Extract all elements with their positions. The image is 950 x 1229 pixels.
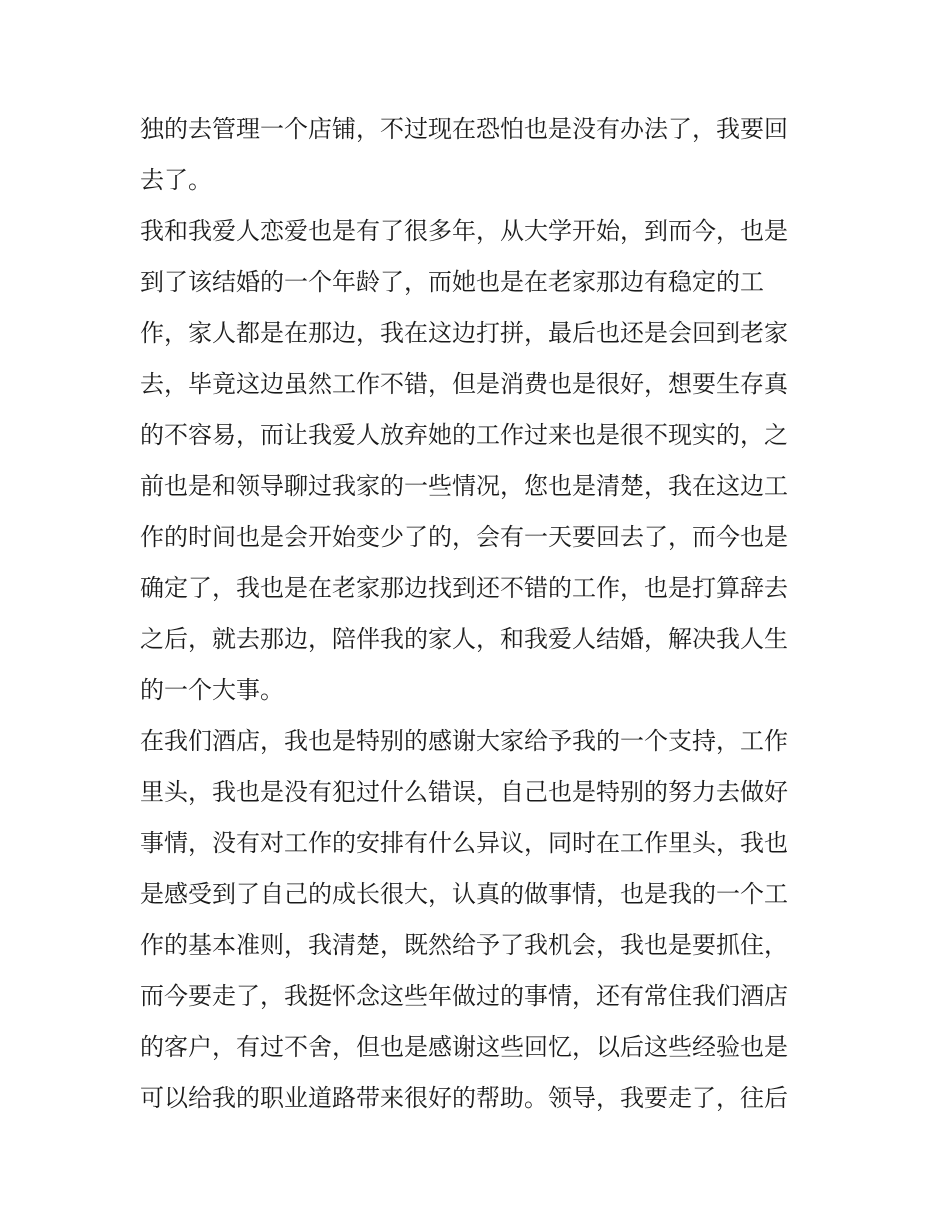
text-line: 事情，没有对工作的安排有什么异议，同时在工作里头，我也 [140,829,788,857]
text-line: 作，家人都是在那边，我在这边打拼，最后也还是会回到老家 [140,319,788,347]
text-line: 的一个大事。 [140,676,284,704]
body-text [140,104,820,1124]
text-line: 我和我爱人恋爱也是有了很多年，从大学开始，到而今，也是 [140,217,788,245]
text-line: 独的去管理一个店铺，不过现在恐怕也是没有办法了，我要回 [140,115,788,143]
text-line: 是感受到了自己的成长很大，认真的做事情，也是我的一个工 [140,880,788,908]
text-line: 可以给我的职业道路带来很好的帮助。领导，我要走了，往后 [140,1084,788,1112]
text-line: 的客户，有过不舍，但也是感谢这些回忆，以后这些经验也是 [140,1033,788,1061]
text-line: 里头，我也是没有犯过什么错误，自己也是特别的努力去做好 [140,778,788,806]
text-line: 在我们酒店，我也是特别的感谢大家给予我的一个支持，工作 [140,727,788,755]
text-line: 确定了，我也是在老家那边找到还不错的工作，也是打算辞去 [140,574,788,602]
text-line: 到了该结婚的一个年龄了，而她也是在老家那边有稳定的工 [140,268,764,296]
text-line: 作的基本准则，我清楚，既然给予了我机会，我也是要抓住， [140,931,788,959]
text-line: 作的时间也是会开始变少了的，会有一天要回去了，而今也是 [140,523,788,551]
text-line: 之后，就去那边，陪伴我的家人，和我爱人结婚，解决我人生 [140,625,788,653]
text-line: 前也是和领导聊过我家的一些情况，您也是清楚，我在这边工 [140,472,788,500]
text-line: 去了。 [140,166,212,194]
text-line: 而今要走了，我挺怀念这些年做过的事情，还有常住我们酒店 [140,982,788,1010]
text-line: 的不容易，而让我爱人放弃她的工作过来也是很不现实的，之 [140,421,788,449]
text-line: 去，毕竟这边虽然工作不错，但是消费也是很好，想要生存真 [140,370,788,398]
